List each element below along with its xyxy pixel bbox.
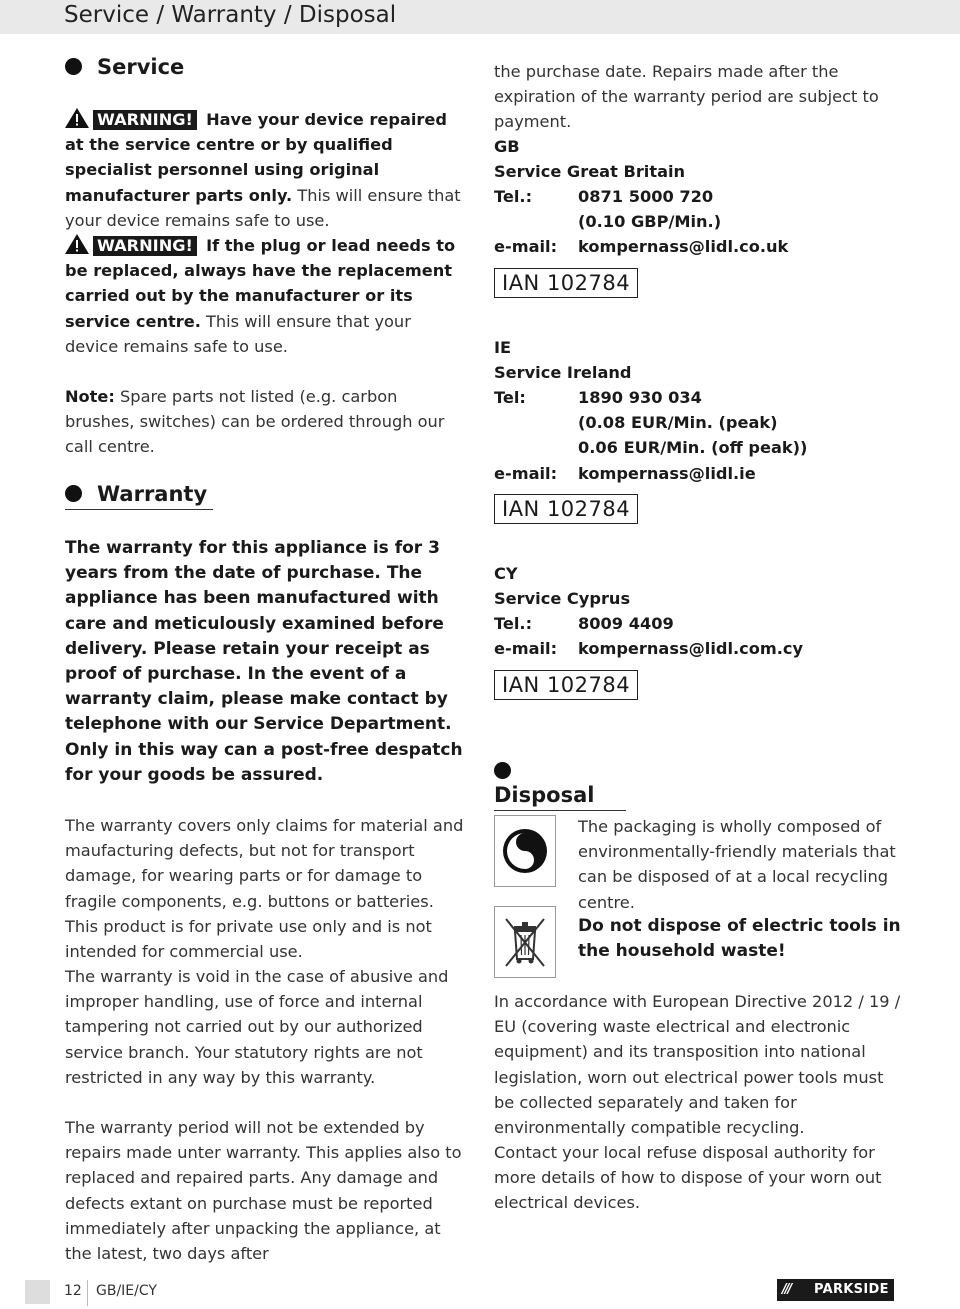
contact-cy-code: CY [494,564,518,583]
waste-warning: Do not dispose of electric tools in the household waste! [578,916,901,962]
service-warning-1 [65,107,465,233]
tel-label: Tel: [494,388,526,407]
warranty-bold-paragraph: The warranty for this appliance is for 3 years from the date of purchase. The appliance has been manufactured with care and meticulously examined before delivery. Please retain your receipt as proof of purchase. In the event of a warranty claim, please make contact by telephone with our Service Department. Only in this way can a post-free despatch for your goods be assured. [65,538,463,785]
disposal-title: Disposal [494,783,595,807]
parkside-logo [777,1279,894,1301]
warning-triangle-icon [65,108,89,128]
service-note [65,384,465,460]
tel-number: 0871 5000 720 [578,187,714,206]
ian-box: IAN 102784 [494,670,638,700]
note-text: Spare parts not listed (e.g. carbon brushes, switches) can be ordered through our call centre. [65,387,445,457]
country-codes: GB/IE/CY [96,1283,157,1299]
warning-1-text: This will ensure that your device remains safe to use. [65,185,461,230]
warning-triangle-icon [65,234,89,254]
warning-label: WARNING! [93,110,197,130]
email-address[interactable]: kompernass@lidl.co.uk [578,237,789,257]
email-address[interactable]: kompernass@lidl.com.cy [578,639,804,659]
tel-rate: (0.10 GBP/Min.) [578,212,722,232]
tel-label: Tel.: [494,187,533,206]
green-dot-recycling-icon [494,815,556,887]
warranty-continued: the purchase date. Repairs made after the expiration of the warranty period are subject to payment. [494,62,879,132]
page-title: Service / Warranty / Disposal [64,2,397,28]
disposal-paragraph-2: Contact your local refuse disposal authority for more details of how to dispose of your worn out electrical devices. [494,1143,882,1213]
contact-ie-name: Service Ireland [494,363,632,382]
warranty-heading [65,482,213,510]
bullet-icon [494,762,511,779]
page-number: 12 [64,1283,82,1299]
bullet-icon [65,58,82,75]
email-label: e-mail: [494,639,558,659]
tel-number: 8009 4409 [578,614,674,633]
warning-2-text: This will ensure that your device remains safe to use. [65,311,411,356]
contact-gb-name: Service Great Britain [494,162,686,181]
contact-ie-code: IE [494,338,512,357]
warranty-paragraph-2: The warranty is void in the case of abusive and improper handling, use of force and internal tampering not carried out by our authorized service branch. Your statutory rights are not restricted in any way by this warranty. [65,967,449,1087]
warranty-paragraph-1: The warranty covers only claims for material and maufacturing defects, but not for transport damage, for wearing parts or for damage to fragile components, e.g. buttons or batteries. This product is for private use only and is not intended for commercial use. [65,816,464,962]
page-header [0,0,960,34]
bullet-icon [65,485,82,502]
disposal-heading [494,759,626,811]
tel-rate-peak: (0.08 EUR/Min. (peak) [578,413,778,433]
logo-text: PARKSIDE [814,1282,889,1297]
disposal-paragraph-1: In accordance with European Directive 2012 / 19 / EU (covering waste electrical and electronic equipment) and its transposition into national legislation, worn out electrical power tools must be collected separately and taken for environmentally compatible recycling. [494,992,901,1138]
warning-2-bold-text: If the plug or lead needs to be replaced, always have the replacement carried out by the manufacturer or its service centre. [65,236,456,331]
warning-label: WARNING! [93,236,197,256]
note-label: Note: [65,387,115,406]
email-address[interactable]: kompernass@lidl.ie [578,463,756,483]
ian-box: IAN 102784 [494,494,638,524]
warranty-title: Warranty [97,482,208,506]
service-title: Service [97,55,185,79]
contact-ie-table [494,385,807,486]
tel-number: 1890 930 034 [578,388,702,407]
service-warning-2 [65,233,465,359]
packaging-text: The packaging is wholly composed of environmentally-friendly materials that can be disposed of at a local recycling centre. [578,817,896,912]
contact-cy-name: Service Cyprus [494,589,631,608]
logo-stripes: /// [782,1282,791,1297]
warranty-paragraph-3: The warranty period will not be extended by repairs made unter warranty. This applies also to replaced and repaired parts. Any damage and defects extant on purchase must be reported immediately after unpacking the appliance, at the latest, two days after [65,1118,462,1264]
email-label: e-mail: [494,237,558,257]
contact-cy-table [494,611,803,661]
warning-1-bold-text: Have your device repaired at the service centre or by qualified specialist personnel using original manufacturer parts only. [65,110,447,205]
email-label: e-mail: [494,463,558,483]
service-heading [65,55,184,82]
footer-marker [25,1280,50,1304]
contact-gb-table [494,184,788,260]
crossed-out-wheelie-bin-icon [494,906,556,978]
tel-label: Tel.: [494,614,533,633]
tel-rate-offpeak: 0.06 EUR/Min. (off peak)) [578,438,808,458]
footer-divider [87,1280,88,1306]
ian-box: IAN 102784 [494,268,638,298]
contact-gb-code: GB [494,137,520,156]
